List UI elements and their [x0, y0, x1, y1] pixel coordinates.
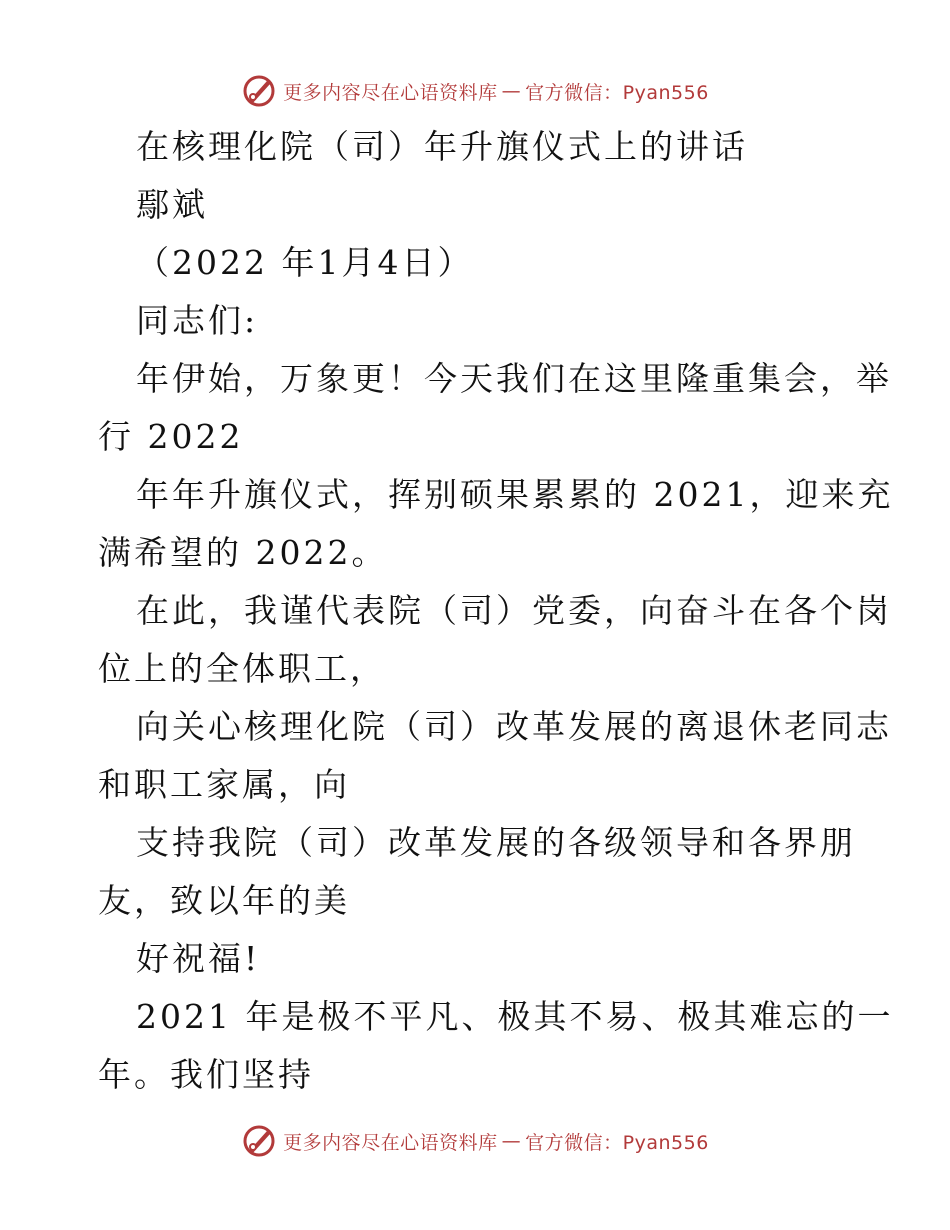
banner-text: 更多内容尽在心语资料库: [283, 81, 498, 104]
doc-line: 满希望的 2022。: [98, 533, 388, 572]
doc-line: 在此，我谨代表院（司）党委，向奋斗在各个岗: [136, 591, 892, 630]
banner-wechat: 官方微信：Pyan556: [525, 81, 709, 104]
banner-wechat: 官方微信：Pyan556: [525, 1131, 709, 1154]
doc-line: 2021 年是极不平凡、极其不易、极其难忘的一: [136, 997, 894, 1036]
doc-line: 同志们:: [136, 301, 259, 340]
doc-line: 向关心核理化院（司）改革发展的离退休老同志: [136, 707, 892, 746]
doc-line: 年伊始，万象更！今天我们在这里隆重集会，举: [136, 359, 892, 398]
doc-line: 行 2022: [98, 417, 244, 456]
doc-line: 位上的全体职工，: [98, 649, 386, 688]
quill-logo-icon: [241, 73, 277, 109]
doc-line: （2022 年1月4日）: [136, 243, 474, 282]
doc-line: 支持我院（司）改革发展的各级领导和各界朋: [136, 823, 856, 862]
doc-line: 在核理化院（司）年升旗仪式上的讲话: [136, 127, 748, 166]
doc-line: 和职工家属，向: [98, 765, 350, 804]
banner-separator: —: [501, 1130, 522, 1152]
doc-line: 好祝福!: [136, 939, 261, 978]
quill-logo-icon: [241, 1123, 277, 1159]
header-banner: [0, 71, 950, 111]
banner-text: 更多内容尽在心语资料库: [283, 1131, 498, 1154]
doc-line: 鄢斌: [136, 185, 208, 224]
doc-line: 年。我们坚持: [98, 1055, 314, 1094]
doc-line: 友，致以年的美: [98, 881, 350, 920]
footer-banner: [0, 1121, 950, 1161]
banner-separator: —: [501, 80, 522, 102]
doc-line: 年年升旗仪式，挥别硕果累累的 2021，迎来充: [136, 475, 894, 514]
document-body: [98, 118, 894, 1104]
